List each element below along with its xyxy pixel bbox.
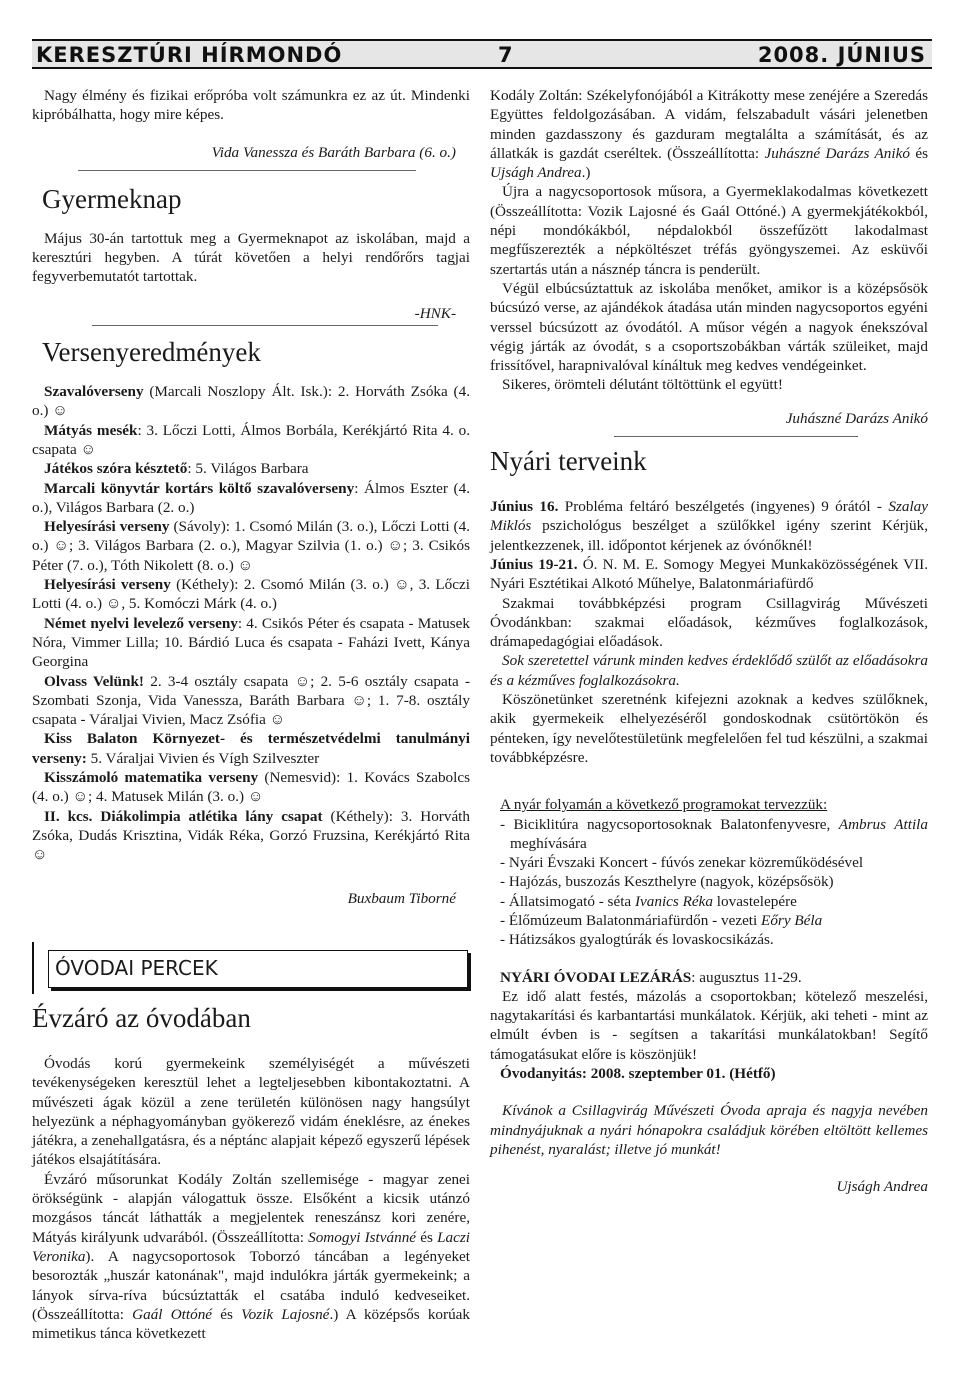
wishes-paragraph: Kívánok a Csillagvirág Művészeti Óvoda apraja és nagyja nevében mindnyájuknak a nyári hónapokra családjuk körében eltöltött kellemes pihenést, nyaralást; illetve jó munkát! xyxy=(490,1102,928,1158)
result-entry: Játékos szóra késztető: 5. Világos Barbara xyxy=(44,460,309,478)
versenyeredmenyek-heading: Versenyeredmények xyxy=(42,337,261,368)
opening-date: Óvodanyitás: 2008. szeptember 01. (Hétfő) xyxy=(500,1065,776,1083)
training-paragraph: Szakmai továbbképzési program Csillagvirág Művészeti Óvodánkban: szakmai előadások, kézműves foglalkozások, drámapedagógiai előadások. xyxy=(490,594,928,651)
invitation-paragraph: Sok szeretettel várunk minden kedves érdeklődő szülőt az előadásokra és a kézműves foglalkozásokra. xyxy=(490,652,928,689)
lakodalmas-paragraph: Újra a nagycsoportosok műsora, a Gyermeklakodalmas következett (Összeállította: Vozik Lajosné és Gaál Ottóné.) A gyermekjátékokból, népi mondókákból, népdalokból összefűzött lakodalmast megfűszerezték a népköltészet tréfás gyöngyszemei. Az esküvői szertartás után a násznép táncra is penderült. xyxy=(490,183,928,278)
result-entry: Kiss Balaton Környezet- és természetvédelmi tanulmányi verseny: 5. Váraljai Vivien és Vígh Szilveszter xyxy=(32,730,470,767)
result-entry: Kisszámoló matematika verseny (Nemesvid): 1. Kovács Szabolcs (4. o.) ☺; 4. Matusek Milán (3. o.) ☺ xyxy=(32,769,471,806)
gyermeknap-signature: -HNK- xyxy=(414,304,456,322)
june-19-entry: Június 19-21. Ó. N. M. E. Somogy Megyei Munkaközösségének VII. Nyári Esztétikai Alkotó Műhelye, Balatonmáriafürdő xyxy=(490,555,928,593)
result-entry: Mátyás mesék: 3. Lőczi Lotti, Álmos Borbála, Kerékjártó Rita 4. o. csapata ☺ xyxy=(32,421,470,458)
closure-paragraph: Ez idő alatt festés, mázolás a csoportokban; kötelező meszelési, nagytakarítási és karbantartási munkálatok. Kérjük, aki teheti - mint az elmúlt évben is - segítsen a takarítási munkálatokban! Segítő támogatásukat előre is köszönjük! xyxy=(490,987,928,1063)
programs-title: A nyár folyamán a következő programokat tervezzük: xyxy=(500,796,828,814)
closure-entry: NYÁRI ÓVODAI LEZÁRÁS: augusztus 11-29. xyxy=(500,968,802,986)
program-item: - Hajózás, buszozás Keszthelyre (nagyok, középsősök) xyxy=(500,873,834,891)
result-entry: Helyesírási verseny (Sávoly): 1. Csomó Milán (3. o.), Lőczi Lotti (4. o.) ☺; 3. Világos Barbara (2. o.), Magyar Szilvia (1. o.) ☺; 3. Csikós Péter (7. o.), Tóth Nikolett (8. o.) ☺ xyxy=(32,518,470,574)
issue-date: 2008. JÚNIUS xyxy=(757,43,926,67)
gyermeknap-paragraph: Május 30-án tartottuk meg a Gyermeknapot az iskolában, majd a keresztúri hegyben. A túrát követően a helyi rendőrőrs tagjai fegyverbemutatót tartottak. xyxy=(32,229,470,286)
ovodai-percek-box xyxy=(32,942,470,994)
result-entry: II. kcs. Diákolimpia atlétika lány csapat (Kéthely): 3. Horváth Zsóka, Dudás Krisztina, Vidák Réka, Gorzó Fruzsina, Kerékjártó Rita ☺ xyxy=(32,807,471,864)
result-entry: Német nyelvi levelező verseny: 4. Csikós Péter és csapata - Matusek Nóra, Vimmer Lilla; 10. Bárdió Luca és csapata - Faházi Ivett, Kánya Georgina xyxy=(32,614,470,671)
program-item: - Biciklitúra nagycsoportosoknak Balatonfenyvesre, Ambrus Attila meghívására xyxy=(500,815,928,852)
left-column-bottom xyxy=(32,1002,470,1343)
gyermeknap-heading: Gyermeknap xyxy=(42,183,182,214)
page-header xyxy=(32,39,932,69)
results-signature: Buxbaum Tiborné xyxy=(347,889,456,907)
bucsuztatas-paragraph: Végül elbúcsúztattuk az iskolába menőket, amikor is a középsősök búcsúzó verse, az ajándékok átadása után minden nagycsoportos egyéni verssel búcsúzott az óvodától. A műsor végén a nagyok énekszóval végig járták az óvodát, s a csoportszobákban várták szüleiket, majd frissítővel, harapnivalóval kínáltuk meg kedves vendégeinket. xyxy=(490,279,928,375)
evzaro-paragraph-2: Évzáró műsorunkat Kodály Zoltán szellemisége - magyar zenei örökségünk - alapján válogattuk össze. Elsőként a kicsik utánzó mozgásos táncát láthatták a megjelentek reneszánsz kori zenére, Mátyás királyunk udvarából. (Összeállította: Somogyi Istvánné és Laczi Veronika). A nagycsoportosok Toborzó táncában a legényeket besorozták „huszár katonának", majd indulókra járták gyermekeink; a lányok sírva-ríva búcsúztatták el csatába induló kedveseiket. (Összeállította: Gaál Ottóné és Vozik Lajosné.) A középsős korúak mimetikus tánca következett xyxy=(32,1170,471,1343)
result-entry: Marcali könyvtár kortárs költő szavalóverseny: Álmos Eszter (4. o.), Világos Barbara (2. o.) xyxy=(32,479,470,516)
program-list xyxy=(490,815,928,950)
competition-results xyxy=(32,382,470,864)
nyari-terveink-heading: Nyári terveink xyxy=(490,446,647,477)
divider xyxy=(614,436,858,437)
section-title: ÓVODAI PERCEK xyxy=(48,950,468,988)
kodaly-paragraph: Kodály Zoltán: Székelyfonójából a Kitrákotty mese zenéjére a Szeredás Együttes feldolgozásában. A vidám, felszabadult vásári jelenetben minden gazdasszony és gazduram megtalálta a számítását, és az állatkák is gazdát cseréltek. (Összeállította: Juhászné Darázs Anikó és Ujságh Andrea.) xyxy=(490,87,929,182)
evzaro-paragraph-1: Óvodás korú gyermekeink személyiségét a művészeti tevékenységeken keresztül lehet a legteljesebben kibontakoztatni. A művészeti ágak közül a zene területén különösen nagy hangsúlyt helyezünk a néphagyományban gyökerező vidám éneklésre, az énekes játékra, a zenehallgatásra, és a néptánc alapjait képező egyszerű lépések játékos elsajátítására. xyxy=(32,1055,470,1169)
page-number: 7 xyxy=(498,43,514,67)
program-item: - Élőmúzeum Balatonmáriafürdőn - vezeti Eőry Béla xyxy=(500,911,823,929)
intro-signature: Vida Vanessza és Baráth Barbara (6. o.) xyxy=(211,143,456,161)
divider xyxy=(92,325,438,326)
result-entry: Szavalóverseny (Marcali Noszlopy Ált. Isk.): 2. Horváth Zsóka (4. o.) ☺ xyxy=(32,383,470,420)
program-item: - Nyári Évszaki Koncert - fúvós zenekar közreműködésével xyxy=(500,854,864,872)
thanks-paragraph: Köszönetünket szeretnénk kifejezni azoknak a kedves szülőknek, akik gyermekeik elhelyezéséről gondoskodnak csütörtökön és pénteken, így nevelőtestületünk megfelelően fel tud készülni, a szakmai továbbképzésre. xyxy=(490,691,928,766)
kodaly-signature: Juhászné Darázs Anikó xyxy=(785,409,928,427)
program-item: - Hátizsákos gyalogtúrák és lovaskocsikázás. xyxy=(500,931,774,949)
june-16-entry: Június 16. Probléma feltáró beszélgetés (ingyenes) 9 órától - Szalay Miklós pszichológus beszélget a szülőkkel igény szerint Kérjük, jelentkezzenek, ill. időpontot kérjenek az óvónőknél! xyxy=(490,498,928,554)
result-entry: Olvass Velünk! 2. 3-4 osztály csapata ☺; 2. 5-6 osztály csapata - Szombati Szonja, Vida Vanessza, Baráth Barbara ☺; 1. 7-8. osztály csapata - Váraljai Vivien, Macz Zsófia ☺ xyxy=(32,672,471,729)
right-column xyxy=(490,86,928,1197)
divider xyxy=(78,170,416,171)
program-item: - Állatsimogató - séta Ivanics Réka lovastelepére xyxy=(500,892,797,910)
final-signature: Ujságh Andrea xyxy=(836,1178,928,1196)
closing-paragraph: Sikeres, örömteli délutánt töltöttünk el együtt! xyxy=(502,376,783,394)
left-column-top xyxy=(32,86,470,908)
intro-paragraph: Nagy élmény és fizikai erőpróba volt számunkra ez az út. Mindenki kipróbálhatta, hogy mire képes. xyxy=(32,87,470,124)
evzaro-heading: Évzáró az óvodában xyxy=(32,1003,251,1033)
result-entry: Helyesírási verseny (Kéthely): 2. Csomó Milán (3. o.) ☺, 3. Lőczi Lotti (4. o.) ☺, 5. Komóczi Márk (4. o.) xyxy=(32,576,470,613)
newspaper-title: KERESZTÚRI HÍRMONDÓ xyxy=(36,43,343,67)
